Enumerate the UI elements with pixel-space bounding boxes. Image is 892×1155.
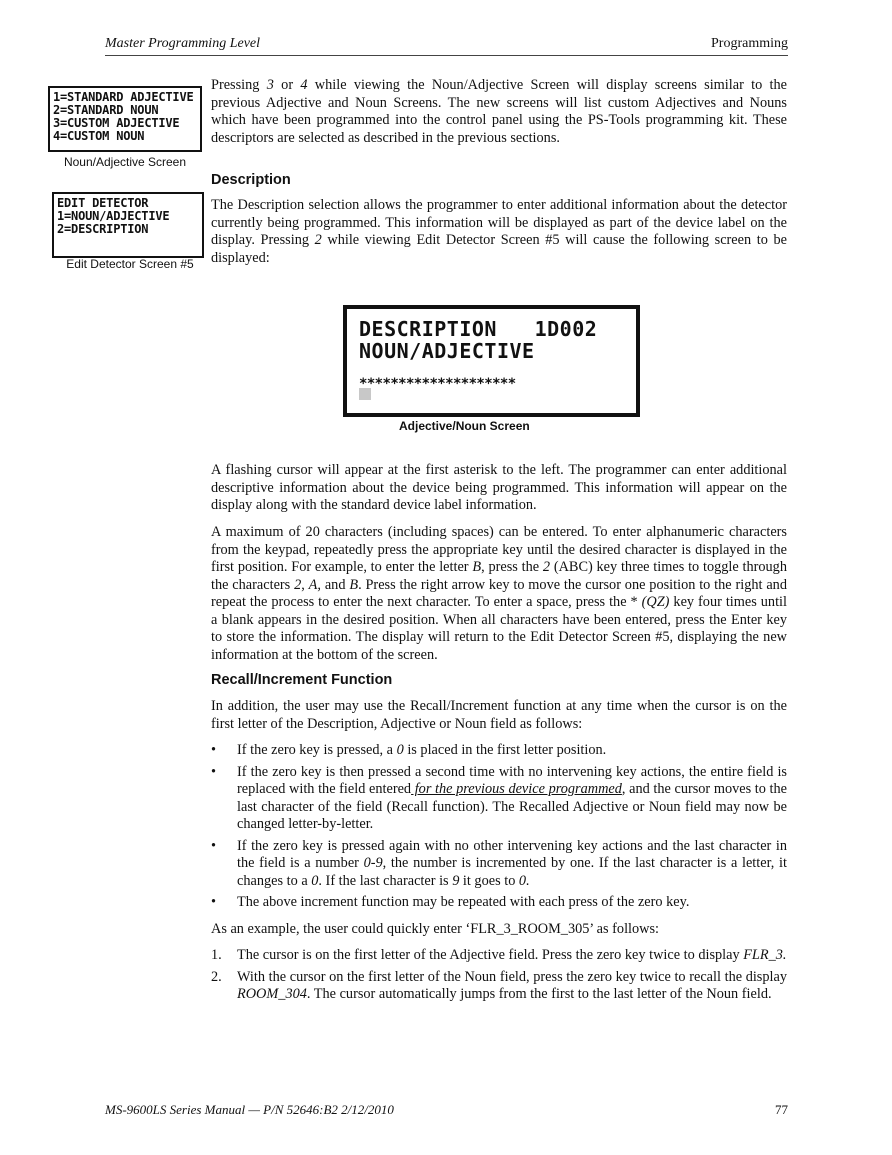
adjective-noun-screen [343, 305, 640, 417]
list-item: • If the zero key is pressed again with no other intervening key actions and the last character in the field is a number 0-9, the number is incremented by one. If the last character is a letter, it changes to a 0. If the last character is 9 it goes to 0. [211, 837, 787, 889]
list-item: • The above increment function may be repeated with each press of the zero key. [211, 894, 690, 910]
noun-adjective-screen [48, 86, 202, 152]
lcd-line: DESCRIPTION 1D002 [359, 317, 598, 341]
example-steps [211, 947, 787, 1008]
intro-paragraph: Pressing 3 or 4 while viewing the Noun/Adjective Screen will display screens similar to the previous Adjective and Noun Screens. The new screens will list custom Adjectives and Nouns which have been programmed into the control panel using the PS-Tools programming kit. These descriptors are selected as described in the previous sections. [211, 77, 787, 146]
running-footer-left: MS-9600LS Series Manual — P/N 52646:B2 2/12/2010 [105, 1102, 394, 1117]
lcd-line: NOUN/ADJECTIVE [359, 339, 535, 363]
list-item: • If the zero key is pressed, a 0 is placed in the first letter position. [211, 742, 607, 758]
page-number: 77 [775, 1102, 788, 1117]
lcd-line: 2=STANDARD NOUN [53, 103, 159, 117]
recall-intro: In addition, the user may use the Recall/Increment function at any time when the cursor is on the first letter of the Description, Adjective or Noun field as follows: [211, 698, 787, 732]
lcd-line: 2=DESCRIPTION [57, 222, 149, 236]
description-paragraph: The Description selection allows the programmer to enter additional information about the detector currently being programmed. This information will be displayed as part of the device label on the display. Pressing 2 while viewing Edit Detector Screen #5 will cause the following screen to be displayed: [211, 197, 787, 266]
list-item: 2. With the cursor on the first letter of the Noun field, press the zero key twice to recall the display ROOM_304. The cursor automatically jumps from the first to the last letter of the Noun field. [211, 968, 787, 1002]
recall-heading: Recall/Increment Function [211, 672, 393, 688]
recall-bullets [211, 742, 787, 916]
lcd-line: 1=STANDARD ADJECTIVE [53, 90, 194, 104]
lcd-line: EDIT DETECTOR [57, 196, 149, 210]
list-item: 1. The cursor is on the first letter of the Adjective field. Press the zero key twice to display FLR_3. [211, 947, 787, 963]
running-header-left: Master Programming Level [105, 36, 261, 51]
cursor-paragraph: A flashing cursor will appear at the first asterisk to the left. The programmer can enter additional descriptive information about the device being programmed. This information will appear on the display along with the standard device label information. [211, 462, 787, 513]
max-characters-paragraph: A maximum of 20 characters (including spaces) can be entered. To enter alphanumeric characters from the keypad, repeatedly press the appropriate key until the desired character is displayed in the first position. For example, to enter the letter B, press the 2 (ABC) key three times to toggle through the characters 2, A, and B. Press the right arrow key to move the cursor one position to the right and repeat the process to enter the next character. To enter a space, press the * (QZ) key four times until a blank appears in the desired position. When all characters have been entered, press the Enter key to store the information. The display will return to the Edit Detector Screen #5, displaying the new information at the bottom of the screen. [211, 524, 787, 663]
description-heading: Description [211, 172, 291, 188]
running-header-right: Programming [711, 36, 788, 51]
lcd-line: 4=CUSTOM NOUN [53, 129, 145, 143]
lcd-line: 1=NOUN/ADJECTIVE [57, 209, 170, 223]
noun-adjective-caption: Noun/Adjective Screen [63, 155, 187, 169]
header-rule [105, 55, 788, 56]
example-intro: As an example, the user could quickly enter ‘FLR_3_ROOM_305’ as follows: [211, 921, 660, 937]
list-item: • If the zero key is then pressed a second time with no intervening key actions, the entire field is replaced with the field entered for the previous device programmed, and the cursor moves to the last character of the field (Recall function). The Recalled Adjective or Noun field may now be changed letter-by-letter. [211, 763, 787, 832]
adjective-noun-caption: Adjective/Noun Screen [399, 419, 530, 433]
edit-detector-screen [52, 192, 204, 258]
lcd-line: ******************** [359, 376, 516, 392]
lcd-line: 3=CUSTOM ADJECTIVE [53, 116, 180, 130]
edit-detector-caption: Edit Detector Screen #5 [66, 257, 194, 271]
